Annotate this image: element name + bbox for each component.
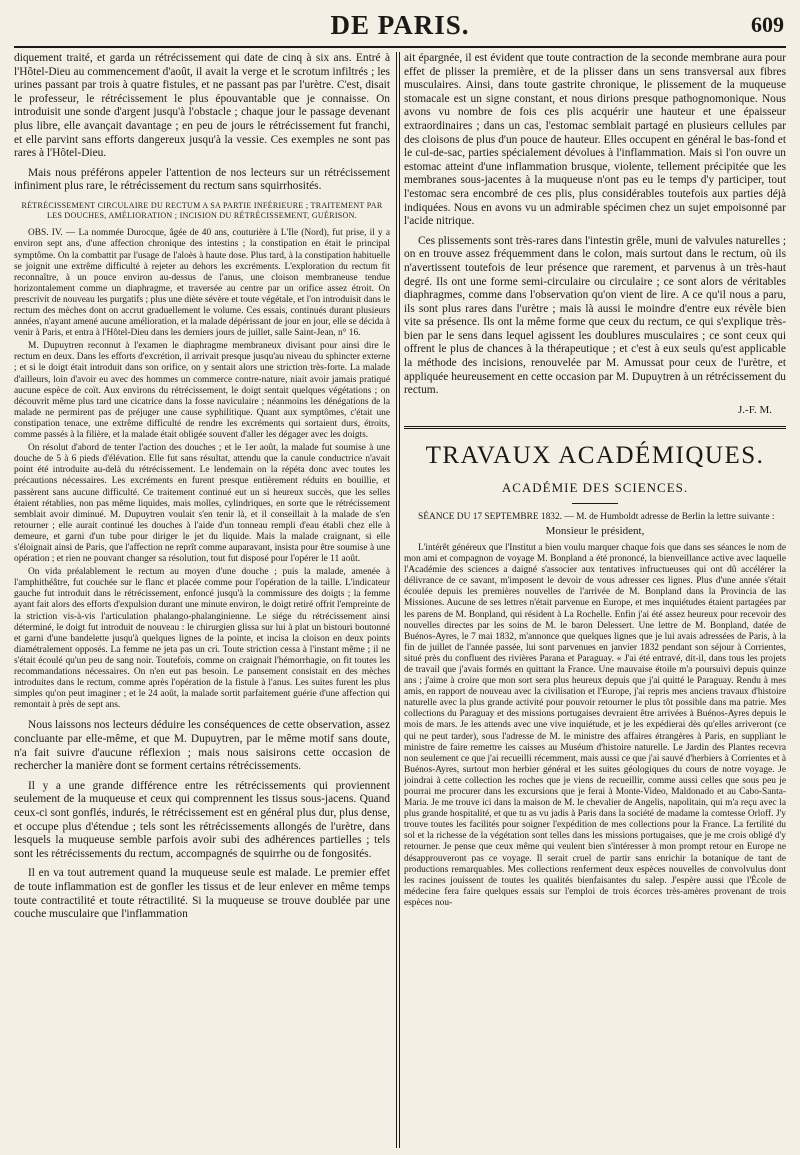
salutation: Monsieur le président, bbox=[545, 524, 645, 537]
page-number: 609 bbox=[751, 12, 784, 37]
observation-paragraph: M. Dupuytren reconnut à l'examen le diaphragme membraneux divisant pour ainsi dire le rectum en deux. Dans les efforts d'excrétion, il arrivait presque jusqu'au niveau du sphincter externe ; et si le doigt était introduit dans son orifice, on y sentait alors une striction très-forte. La malade d'ailleurs, loin d'avoir eu avec des hommes un commerce contre-nature, niait avoir jamais pratiqué aucune espèce de coït. Aux environs du rétrécissement, le doigt sentait quelques végétations ; on découvrit même plus tard une cicatrice dans la fosse naviculaire ; néanmoins les dénégations de la malade ne permirent pas de préjuger une cause syphilitique. Quant aux symptômes, c'était une constipation tenace, une extrême difficulté de rendre les excréments qui sortaient durs, étroits, comme passés à la filière, et la malade était obligée souvent d'aller les dégager avec les doigts. bbox=[14, 341, 390, 441]
section-rule bbox=[404, 426, 786, 429]
left-column bbox=[14, 52, 390, 1148]
observation-heading: RÉTRÉCISSEMENT CIRCULAIRE DU RECTUM A SA PARTIE INFÉRIEURE ; TRAITEMENT PAR LES DOUCHES, AMÉLIORATION ; INCISION DU RÉTRÉCISSEMENT, GUÉRISON. bbox=[21, 200, 383, 221]
paragraph: Mais nous préférons appeler l'attention de nos lecteurs sur un rétrécissement infiniment plus rare, le rétrécissement du rectum sans squirrhosités. bbox=[14, 166, 390, 193]
paragraph: ait épargnée, il est évident que toute contraction de la seconde membrane aura pour effet de plisser la première, et de la plisser dans un sens transversal aux fibres musculaires. Ainsi, dans toute gastrite chronique, le plissement de la muqueuse stomacale est un signe constant, et nous dirions presque pathognomonique. Nous avons vu nombre de fois ces plis acquérir une hauteur et une épaisseur extraordinaires ; dans un cas, l'estomac semblait partagé en plusieurs cellules par des cloisons de plus d'un pouce de hauteur. Elles occupent en général le bas-fond et le cul-de-sac, parties spécialement dévolues à l'inflammation. Mais si l'on ouvre un estomac atteint d'une inflammation brusque, violente, tellement précipitée que les membranes sous-jacentes à la muqueuse n'ont pas eu le temps d'y participer, tout l'estomac sera encombré de ces plis, plus considérables toutefois aux parties déjà indiquées. Nous en avons vu un admirable spécimen chez un sujet empoisonné par l'acide nitrique. bbox=[404, 52, 786, 228]
letter-paragraph: L'intérêt généreux que l'Institut a bien voulu marquer chaque fois que dans ses séances le nom de mon ami et compagnon de voyage M. Bonpland a été prononcé, la bienveillance active avec laquelle l'Académie des sciences a daigné s'associer aux tentatives infructueuses qui ont dû accélérer la délivrance de ce savant, m'imposent le devoir de vous adresser ces lignes. Plus d'une année s'était écoulée depuis les premières nouvelles de l'arrivée de M. Bonpland dans la Provincia de las Missiones. Aucune de ses lettres n'était parvenue en Europe, et mes inquiétudes étaient partagées par les parens de M. Bonpland, qui résident à La Rochelle. Enfin j'ai été assez heureux pour recevoir des nouvelles directes par les soins de M. le baron Delessert. Une lettre de M. Bonpland, datée de Buénos-Ayres, le 7 mai 1832, m'annonce que quelques lignes que je lui avais adressées de Paris, à la fin de juillet de l'année passée, lui sont parvenues en janvier 1832 pendant son séjour à Corrientes, situé près du confluent des rivières Parana et Paraguay. « J'ai été entravé, dit-il, dans tous les projets de travail que j'avais formés en quittant la France. Une mauvaise étoile m'a poursuivi depuis quinze ans ; j'aime à croire que mon sort sera plus heureux depuis que j'ai quitté le Paraguay. Rendu à mes amis, en rapport de nouveau avec la civilisation et l'Europe, j'ai repris mes anciens travaux d'histoire naturelle avec la plus grande activité pour pouvoir retourner le plus tôt possible dans ma patrie. Mes collections du Paraguay et des missions portugaises devraient être arrivées à Buénos-Ayres depuis le mois de mars. Je les attends avec une vive inquiétude, et je les expédierai dès qu'elles arriveront (ce qui ne peut tarder), sous l'adresse de M. le ministre des affaires étrangères à Paris, en suppliant le ministre de faire remettre les caisses au Muséum d'histoire naturelle. Le Jardin des Plantes recevra non seulement ce que j'ai recueilli récemment, mais aussi ce que j'ai sauvé d'herbiers à Corrientes et à Buénos-Ayres, surtout mon herbier général et les suites géologiques du cours de notre voyage. Je joindrai à cette collection les roches que je viens de recueillir, comme aussi celles que sous peu je pourrai me procurer dans les excursions que je ferai à Monte-Video, Maldonado et au Cabo-Santa-Maria. Je me trouve ici dans la maison de M. le chevalier de Angelis, napolitain, qui m'a reçu avec la plus grande hospitalité, et que tu as vu jadis à Paris dans la société de madame la comtesse Orloff. J'y trouve toutes les facilités pour soigner l'expédition de mes collections pour la France. La fertilité du sol et la richesse de la végétation sont telles dans les missions portugaises, que je me crois obligé d'y retourner. Je pense que ceux même qui veulent bien s'intéresser à mon prompt retour en Europe ne désapprouveront pas ce voyage. Il serait cruel de partir sans enrichir la botanique de tant de productions remarquables. Mes collections renferment deux espèces nouvelles de convolvulus dont les racines jouissent de toutes les qualités bienfaisantes du salep. J'espère aussi que l'École de médecine fera faire quelques essais sur l'emploi de trois écorces très-amères provenant de trois espèces nou- bbox=[404, 542, 786, 908]
column-divider bbox=[396, 52, 400, 1148]
subtitle-rule bbox=[572, 503, 618, 504]
section-title: TRAVAUX ACADÉMIQUES. bbox=[425, 441, 765, 469]
right-column bbox=[404, 52, 786, 1148]
paragraph: Ces plissements sont très-rares dans l'intestin grêle, muni de valvules naturelles ; on en trouve assez fréquemment dans le colon, mais surtout dans le rectum, où ils n'avertissent toutefois de leur présence que rarement, et parvenus à un très-haut degré. Ils ont une forme semi-circulaire ou circulaire ; ce sont alors de véritables diaphragmes, comme dans l'observation qu'on vient de lire. A ce qu'il nous a paru, ils sont plus rares dans l'urètre ; mais là aussi le moindre d'entre eux révèle bien vite sa présence. Ils ont la même forme que ceux du rectum, ce qui s'explique très-bien par le sens dans lequel agissent les doublures musculaires ; ce sont ceux qui offrent le plus de chances à la thérapeutique ; et c'est à eux seuls qu'est applicable la méthode des incisions, renouvelée par M. Amussat pour ceux de l'urètre, et appliquée heureusement en cette occasion par M. Dupuytren à un rétrécissement du rectum. bbox=[404, 234, 786, 397]
author-signature: J.-F. M. bbox=[738, 403, 772, 416]
paragraph: Il en va tout autrement quand la muqueuse seule est malade. Le premier effet de toute inflammation est de gonfler les tissus et de leur enlever en même temps toute contractilité et toute rétractilité. Si la muqueuse se trouve doublée par une couche musculaire que l'inflammation bbox=[14, 867, 390, 921]
seance-line: SÉANCE DU 17 SEPTEMBRE 1832. — M. de Humboldt adresse de Berlin la lettre suivante : bbox=[418, 511, 775, 522]
paragraph: Nous laissons nos lecteurs déduire les conséquences de cette observation, assez concluante par elle-même, et que M. Dupuytren, par le même motif sans doute, n'a fait suivre d'aucune réflexion ; mais nous saisirons cette occasion de rechercher la manière dont se forment certains rétrécissements. bbox=[14, 719, 390, 773]
observation-paragraph: On vida préalablement le rectum au moyen d'une douche ; puis la malade, amenée à l'amphithéâtre, fut couchée sur le flanc et placée comme pour l'opération de la taille. L'indicateur gauche fut introduit dans le rétrécissement, enfoncé jusqu'à la commissure des doigts ; la femme ayant fait alors des efforts d'expulsion durant une minute environ, le doigt retiré offrit l'empreinte de la striction vis-à-vis l'articulation phalango-phalanginienne. Le siége du rétrécissement ainsi déterminé, le doigt fut introduit de nouveau : le chirurgien glissa sur lui à plat un bistouri boutonné et garni d'une bandelette jusqu'à quelques lignes de la pointe, et incisa la cloison en deux points diamétralement opposés. La femme ne jeta pas un cri. Toute striction cessa à l'instant même ; il ne s'était écoulé qu'un peu de sang noir. Toutefois, comme on craignait l'hémorrhagie, on fit toutes les recommandations nécessaires. On n'en eut pas besoin. Le pansement consistait en des mèches introduites dans le rectum, comme après l'opération de la fistule à l'anus. Les suites furent les plus simples qu'on peut imaginer ; et le 24 août, la malade sortit parfaitement guérie d'une affection qui remontait à près de sept ans. bbox=[14, 567, 390, 711]
section-subtitle: ACADÉMIE DES SCIENCES. bbox=[501, 479, 689, 495]
observation-paragraph: OBS. IV. — La nommée Durocque, âgée de 40 ans, couturière à L'Ile (Nord), fut prise, il y a environ sept ans, d'une affection chronique des intestins ; la constipation en était le principal symptôme. On la combattit par l'usage de l'aloès à haute dose. Plus tard, à la constipation habituelle se joignit une extrême difficulté à rejeter au dehors les excréments. L'exploration du rectum fit reconnaître, à un pouce environ au-dessus de l'anus, une cloison membraneuse tendue horizontalement comme un diaphragme, et traversée au centre par un orifice assez étroit. On prescrivit de nouveau les purgatifs ; plus une diète sévère et toute végétale, et l'on introduisit dans le rectum des mèches dont on accrut graduellement le volume. Ces essais, continués durant plusieurs années, n'ayant amené aucune amélioration, et la malade dépérissant de jour en jour, elle se décida à venir à Paris, et entra à l'Hôtel-Dieu dans les derniers jours de juillet, salle Saint-Jean, n° 16. bbox=[14, 228, 390, 339]
page-title: DE PARIS. bbox=[330, 10, 470, 40]
page-header bbox=[14, 6, 786, 48]
observation-paragraph: On résolut d'abord de tenter l'action des douches ; et le 1er août, la malade fut soumise à une douche de 5 à 6 pieds d'élévation. Elle fut sans résultat, attendu que la canule conductrice n'avait point été introduite au-delà du rétrécissement. Le lendemain on la répéta donc avec toutes les précautions nécessaires. Les excréments en furent presque entièrement réduits en bouillie, et passèrent sans aucune difficulté. Ce traitement continué eut un si heureux succès, que les selles étaient rétablies, non pas même liquides, mais molles, cylindriques, en sorte que le rétrécissement semblait avoir diminué. M. Dupuytren voulait s'en tenir là, et il conseillait à la malade de s'en retourner ; elle aurait continué les douches à l'aide d'un tonneau rempli d'eau établi chez elle à demeure, et garni d'un tube pour diriger le jet du liquide. Mais la malade craignant, si elle s'éloignait ainsi de Paris, que l'affection ne reprît comme auparavant, insista pour être soumise à une opération ; et rien ne pouvant changer sa résolution, tout fut disposé pour l'opérer le 11 août. bbox=[14, 443, 390, 565]
paragraph: Il y a une grande différence entre les rétrécissements qui proviennent seulement de la muqueuse et ceux qui comprennent les tissus sous-jacens. Quand ceux-ci sont gonflés, indurés, le rétrécissement est en général plus dur, plus dense, et occupe plus d'étendue ; tels sont les rétrécissements allongés de l'urètre, dans lesquels la muqueuse semble parfois avoir subi des adhérences partielles ; tels sont les rétrécissements du rectum, accompagnés de squirrhe ou de fongosités. bbox=[14, 779, 390, 860]
paragraph: diquement traité, et garda un rétrécissement qui date de cinq à six ans. Entré à l'Hôtel-Dieu au commencement d'août, il avait la verge et le scrotum infiltrés ; les urines passant par trois à quatre fistules, et ne passant pas par l'urètre. C'est, disait le professeur, le rétrécissement le plus épouvantable que je connaisse. On introduisit une sonde d'argent jusqu'à l'obstacle ; chaque jour le passage devenant plus libre, elle avançait davantage ; en peu de jours le rétrécissement fut franchi, et elle parvint sans efforts dangereux jusqu'à la vessie. Ces exemples ne sont pas rares à l'Hôtel-Dieu. bbox=[14, 52, 390, 160]
